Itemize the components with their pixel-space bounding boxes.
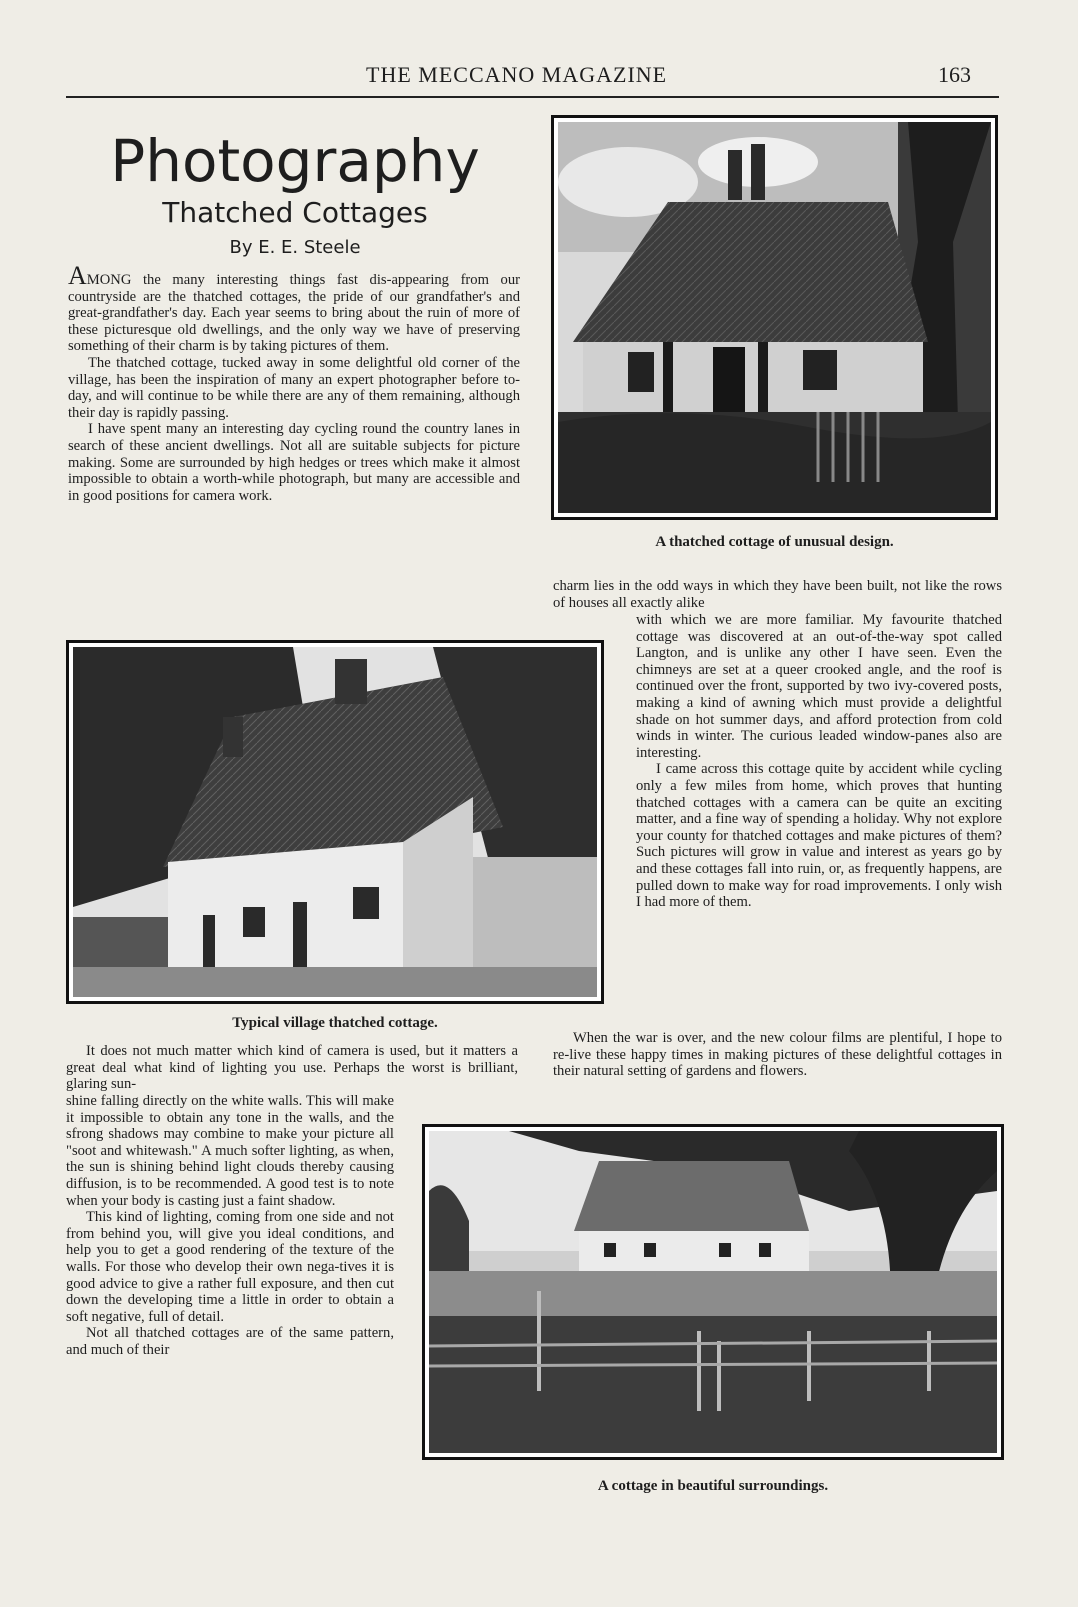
- page-number: 163: [938, 62, 971, 87]
- caption-unusual-cottage: A thatched cottage of unusual design.: [655, 534, 894, 550]
- unusual-cottage-image: [558, 122, 991, 513]
- paragraph-charm: charm lies in the odd ways in which they have been built, not like the rows of houses all exactly alike: [553, 578, 1002, 611]
- photo-typical-cottage: [66, 640, 604, 1004]
- drop-letter: A: [68, 261, 87, 290]
- column-2-wide-line: [553, 578, 1002, 611]
- paragraph-langton: with which we are more familiar. My favourite thatched cottage was discovered at an out-of-the-way spot called Langton, and is unlike any other I have seen. Even the chimneys are set at a queer crooked angle, and the roof is continued over the front, supported by two ivy-covered posts, making a kind of awning which must provide a delightful shade on hot summer days, and afford protection from cold winds in winter. The curious leaded window-panes also are interesting.: [636, 612, 1002, 761]
- paragraph-3: I have spent many an interesting day cycling round the country lanes in search of these ancient dwellings. Not all are suitable subjects for picture making. Some are surrounded by high hedges or trees which make it almost impossible to obtain a worth-while photograph, but many are accessible and in good positions for camera work.: [68, 421, 520, 504]
- photo-unusual-cottage: [551, 115, 998, 520]
- column-2-closing-block: [553, 1030, 1002, 1080]
- typical-cottage-image: [73, 647, 597, 997]
- paragraph-war-over: When the war is over, and the new colour films are plentiful, I hope to re-live these happy times in making pictures of these delightful cottages in their natural setting of gardens and flowers.: [553, 1030, 1002, 1080]
- cottage-surroundings-image: [429, 1131, 997, 1453]
- running-header: [66, 60, 999, 98]
- paragraph-2: The thatched cottage, tucked away in some delightful old corner of the village, has been the inspiration of many an expert photographer before to-day, and will continue to be while there are any of them remaining, although their day is rapidly passing.: [68, 354, 520, 421]
- article-byline: By E. E. Steele: [229, 237, 361, 258]
- article-subtitle: Thatched Cottages: [162, 196, 428, 229]
- article-title: Photography: [110, 127, 480, 195]
- intro-text-block: [68, 261, 520, 504]
- paragraph-1: AMONG the many interesting things fast dis-appearing from our countryside are the thatched cottages, the pride of our grandfather's and great-grandfather's day. Each year seems to bring about the ruin of more of these picturesque old dwellings, and the only way we have of preserving something of their charm is by taking pictures of them.: [68, 261, 520, 355]
- caption-typical-cottage: Typical village thatched cottage.: [232, 1015, 438, 1031]
- paragraph-not-all-same: Not all thatched cottages are of the same pattern, and much of their: [66, 1325, 394, 1358]
- column-2-narrow-block: [636, 612, 1002, 911]
- paragraph-camera-lighting: It does not much matter which kind of camera is used, but it matters a great deal what kind of lighting you use. Perhaps the worst is brilliant, glaring sun-: [66, 1043, 518, 1093]
- lighting-wide-block: [66, 1043, 518, 1093]
- magazine-name: THE MECCANO MAGAZINE: [366, 62, 668, 87]
- paragraph-side-lighting: This kind of lighting, coming from one side and not from behind you, will give you ideal conditions, and help you to get a good rendering of the texture of the walls. For those who develop their own nega-tives it is good advice to give a rather full exposure, and then cut down the developing time a little in order to obtain a soft negative, full of detail.: [66, 1209, 394, 1325]
- paragraph-cycling: I came across this cottage quite by accident while cycling only a few miles from home, which proves that hunting thatched cottages with a camera can be quite an exciting matter, and a fine way of spending a holiday. Why not explore your county for thatched cottages and make pictures of them? Such pictures will grow in value and interest as years go by and these cottages fall into ruin, or, as frequently happens, are pulled down to make way for road improvements. I only wish I had more of them.: [636, 761, 1002, 911]
- photo-cottage-surroundings: [422, 1124, 1004, 1460]
- paragraph-sunshine: shine falling directly on the white walls. This will make it impossible to obtain any tone in the walls, and the sfrong shadows may combine to make your picture all "soot and whitewash." A much softer lighting, as when, the sun is shining behind light clouds thereby causing diffusion, is to be recommended. A good test is to note when your body is casting just a faint shadow.: [66, 1093, 394, 1209]
- lighting-narrow-block: [66, 1093, 394, 1359]
- caption-cottage-surroundings: A cottage in beautiful surroundings.: [597, 1478, 829, 1494]
